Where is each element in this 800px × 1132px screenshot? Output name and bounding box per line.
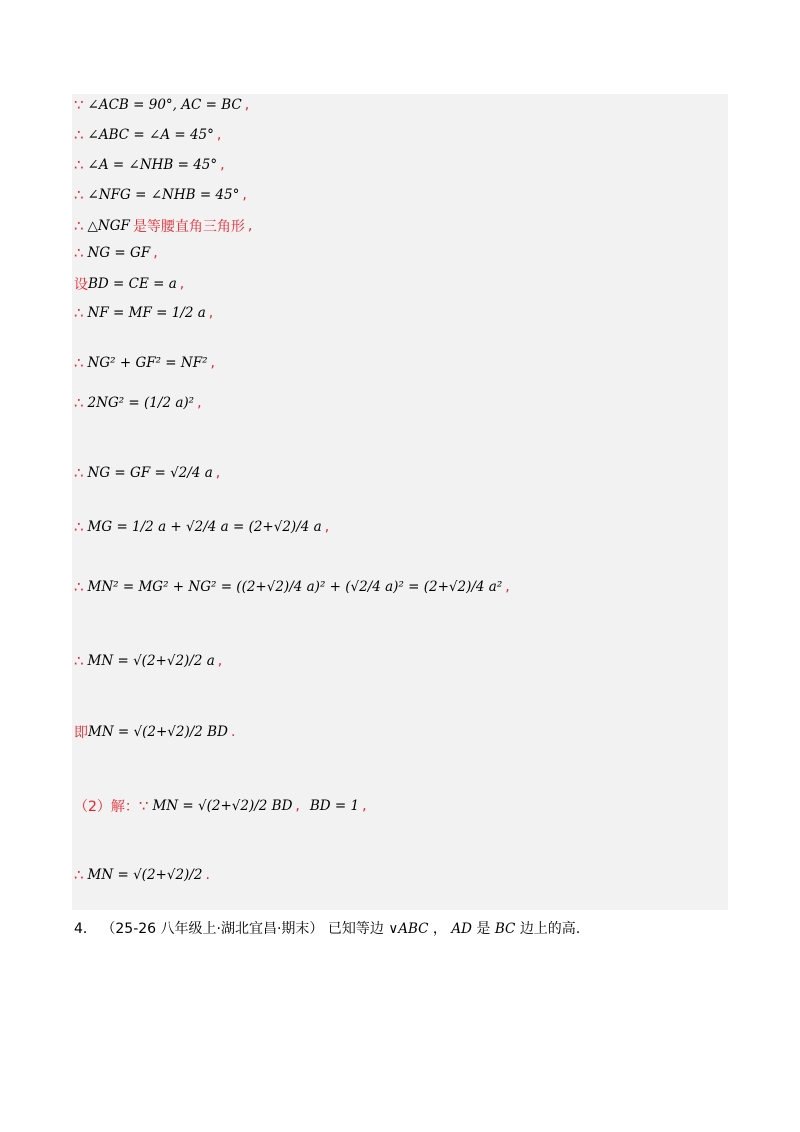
therefore-symbol: ∴	[74, 464, 84, 482]
math-expression: ∠A = ∠NHB = 45°	[87, 157, 218, 173]
proof-line-6	[74, 244, 158, 262]
statement-text: 是等腰直角三角形	[132, 219, 245, 235]
proof-line-2	[74, 126, 221, 144]
therefore-symbol: ∴	[74, 244, 84, 262]
proof-line-15	[74, 722, 235, 742]
math-expression: MN = √(2+√2)/2 BD	[152, 798, 293, 814]
comma: ,	[324, 519, 330, 535]
therefore-symbol: ∴	[74, 866, 84, 884]
math-expression: ∠ABC = ∠A = 45°	[87, 127, 214, 143]
therefore-symbol: ∴	[74, 578, 84, 596]
therefore-symbol: ∴	[74, 186, 84, 204]
therefore-symbol: ∴	[74, 652, 84, 670]
proof-line-10	[74, 394, 202, 412]
proof-line-5	[74, 216, 252, 236]
proof-line-16	[74, 796, 367, 816]
question-text: 已知等边	[327, 921, 384, 937]
comma: ,	[215, 465, 221, 481]
math-expression: MN = √(2+√2)/2	[87, 867, 203, 883]
proof-line-14	[74, 652, 222, 670]
comma: ,	[295, 798, 300, 814]
comma: ,	[216, 127, 222, 143]
comma: ,	[505, 579, 510, 595]
proof-line-4	[74, 186, 247, 204]
comma: ,	[247, 218, 253, 234]
therefore-symbol: ∴	[74, 217, 84, 235]
proof-line-7	[74, 274, 184, 294]
comma: ,	[210, 355, 215, 371]
because-symbol: ∵	[74, 96, 84, 114]
math-expression: △NGF	[87, 218, 130, 234]
question-text: 是	[476, 921, 491, 937]
math-expression: MN = √(2+√2)/2 BD	[88, 724, 228, 740]
comma: ,	[208, 305, 214, 321]
proof-line-11	[74, 464, 220, 482]
comma: ,	[217, 653, 223, 669]
let-prefix: 设	[74, 277, 88, 293]
that-is-prefix: 即	[74, 725, 88, 741]
comma: ,	[179, 276, 185, 292]
math-expression: NG = GF	[87, 245, 151, 261]
period: .	[205, 867, 210, 883]
comma: ,	[220, 157, 225, 173]
math-expression: 2NG² = (1/2 a)²	[87, 395, 195, 411]
triangle-label: ∨ABC	[388, 921, 429, 937]
math-expression-given: BD = 1	[309, 798, 360, 814]
proof-line-17	[74, 866, 210, 884]
comma: ,	[244, 97, 250, 113]
comma: ,	[242, 187, 247, 203]
therefore-symbol: ∴	[74, 304, 84, 322]
therefore-symbol: ∴	[74, 394, 84, 412]
question-number: 4．	[74, 921, 97, 937]
therefore-symbol: ∴	[74, 126, 84, 144]
therefore-symbol: ∴	[74, 354, 84, 372]
question-source: （25-26 八年级上·湖北宜昌·期末）	[101, 921, 324, 937]
proof-line-1	[74, 96, 249, 114]
math-expression: MN² = MG² + NG² = ((2+√2)/4 a)² + (√2/4 a)² = (2+√2)/4 a²	[87, 579, 503, 595]
math-expression: NF = MF = 1/2 a	[87, 305, 206, 321]
segment-ad: AD	[451, 921, 472, 937]
question-4	[74, 918, 580, 938]
therefore-symbol: ∴	[74, 518, 84, 536]
math-expression: ∠ACB = 90°, AC = BC	[87, 97, 242, 113]
math-expression: MG = 1/2 a + √2/4 a = (2+√2)/4 a	[87, 519, 322, 535]
therefore-symbol: ∴	[74, 156, 84, 174]
comma: ,	[362, 798, 367, 814]
proof-line-12	[74, 518, 329, 536]
proof-line-8	[74, 304, 213, 322]
question-text: ，	[432, 921, 447, 937]
part-two-label: （2）解：	[74, 799, 139, 815]
math-expression: NG² + GF² = NF²	[87, 355, 208, 371]
math-expression: MN = √(2+√2)/2 a	[87, 653, 215, 669]
math-expression: BD = CE = a	[88, 276, 177, 292]
segment-bc: BC	[494, 921, 516, 937]
math-expression: NG = GF = √2/4 a	[87, 465, 213, 481]
because-symbol: ∵	[138, 797, 149, 815]
period: .	[230, 724, 236, 740]
question-text: 边上的高.	[519, 921, 581, 937]
comma: ,	[153, 245, 158, 261]
comma: ,	[197, 395, 202, 411]
proof-line-13	[74, 578, 510, 596]
proof-line-3	[74, 156, 225, 174]
proof-line-9	[74, 354, 215, 372]
math-expression: ∠NFG = ∠NHB = 45°	[87, 187, 240, 203]
